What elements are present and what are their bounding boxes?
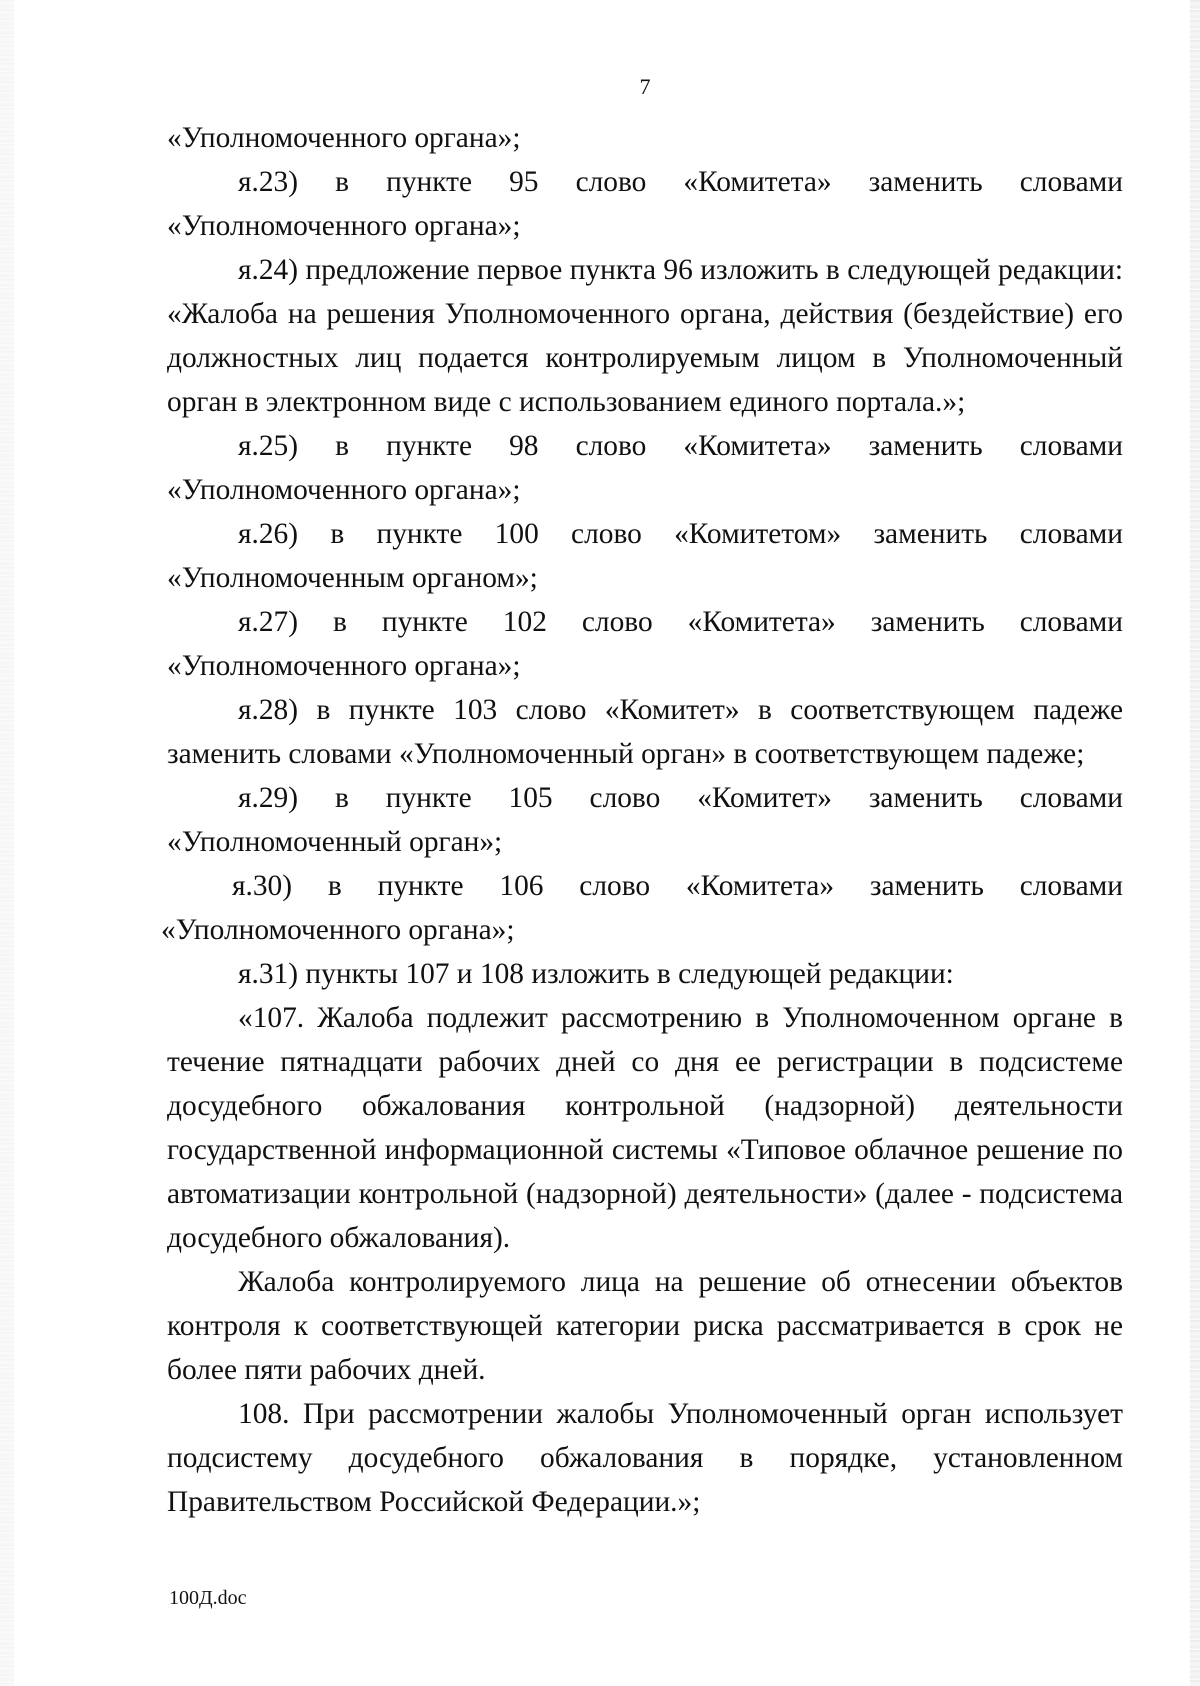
paragraph-complaint-category: Жалоба контролируемого лица на решение об отнесении объектов контроля к соответствующей категории риска рассматривается в срок не более пяти рабочих дней. — [167, 1266, 1123, 1386]
paragraph-ya30: я.30) в пункте 106 слово «Комитета» заменить словами «Уполномоченного органа»; — [161, 870, 1123, 946]
paragraph-ya24: я.24) предложение первое пункта 96 изложить в следующей редакции: «Жалоба на решения Уполномоченного органа, действия (бездействие) его должностных лиц подается контролируемым лицом в Уполномоченный орган в электронном виде с использованием единого портала.»; — [167, 254, 1123, 418]
scan-edge-left — [0, 0, 14, 1686]
paragraph-ya25: я.25) в пункте 98 слово «Комитета» заменить словами «Уполномоченного органа»; — [167, 430, 1123, 506]
paragraph-ya27: я.27) в пункте 102 слово «Комитета» заменить словами «Уполномоченного органа»; — [167, 606, 1123, 682]
paragraph-ya28: я.28) в пункте 103 слово «Комитет» в соответствующем падеже заменить словами «Уполномоченный орган» в соответствующем падеже; — [167, 694, 1123, 770]
paragraph-ya26: я.26) в пункте 100 слово «Комитетом» заменить словами «Уполномоченным органом»; — [167, 518, 1123, 594]
document-body — [161, 116, 1123, 1524]
footer-filename: 100Д.doc — [169, 1587, 247, 1609]
paragraph-ya29: я.29) в пункте 105 слово «Комитет» заменить словами «Уполномоченный орган»; — [167, 782, 1123, 858]
paragraph-continuation: «Уполномоченного органа»; — [167, 122, 521, 154]
paragraph-ya31: я.31) пункты 107 и 108 изложить в следующей редакции: — [238, 958, 954, 990]
page-number: 7 — [639, 74, 651, 99]
paragraph-item-108: 108. При рассмотрении жалобы Уполномоченный орган использует подсистему досудебного обжалования в порядке, установленном Правительством Российской Федерации.»; — [167, 1398, 1123, 1518]
paragraph-ya23: я.23) в пункте 95 слово «Комитета» заменить словами «Уполномоченного органа»; — [167, 166, 1123, 242]
paragraph-item-107: «107. Жалоба подлежит рассмотрению в Уполномоченном органе в течение пятнадцати рабочих дней со дня ее регистрации в подсистеме досудебного обжалования контрольной (надзорной) деятельности государственной информационной системы «Типовое облачное решение по автоматизации контрольной (надзорной) деятельности» (далее - подсистема досудебного обжалования). — [167, 1002, 1123, 1254]
scan-edge-right — [1190, 0, 1200, 1686]
